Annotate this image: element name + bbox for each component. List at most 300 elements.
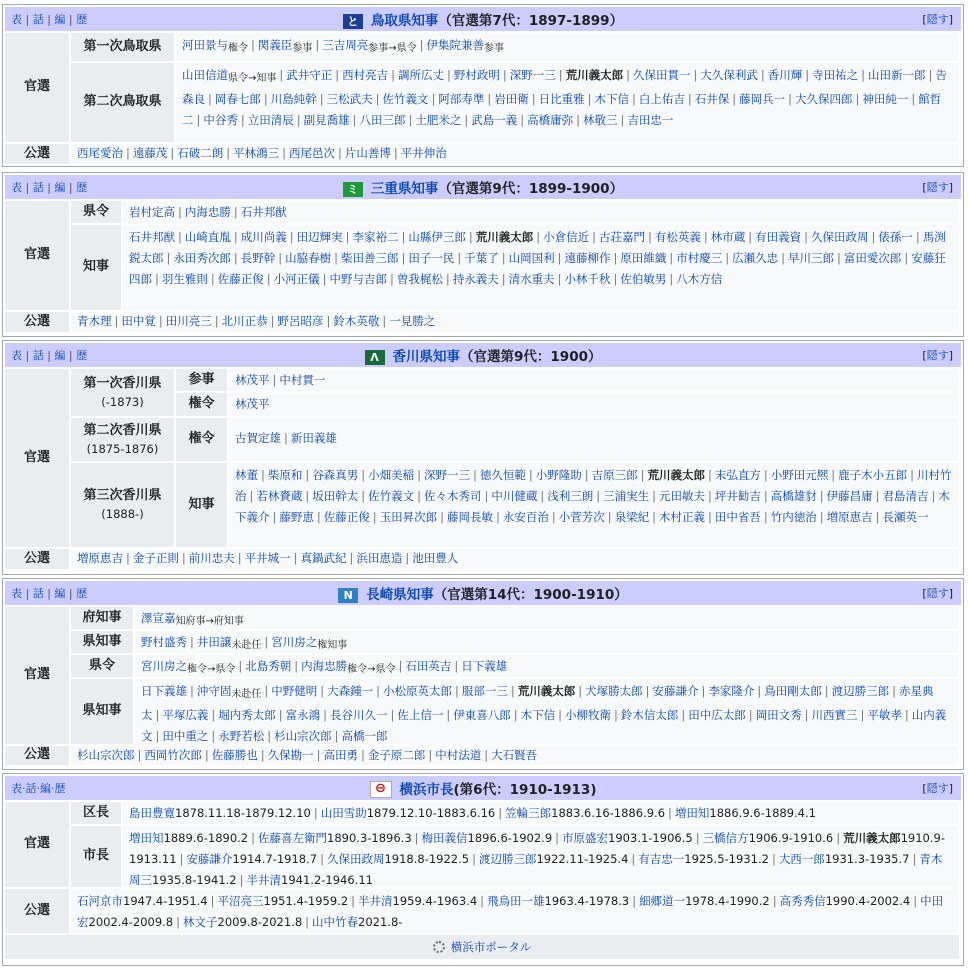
person-link[interactable]: 中野健明 xyxy=(271,684,318,698)
person-link[interactable]: 副見喬雄 xyxy=(303,113,350,127)
person-link[interactable]: 佐上信一 xyxy=(397,708,444,722)
person-link[interactable]: 吉原三郎 xyxy=(591,468,638,482)
navbox-nagasaki-governor xyxy=(2,578,964,770)
talk-link[interactable]: 話 xyxy=(32,13,44,26)
list-separator: | xyxy=(640,468,645,482)
person-link[interactable]: 山縣伊三郎 xyxy=(408,230,466,244)
person-link[interactable]: 青木理 xyxy=(77,314,112,328)
person-link[interactable]: 小倉信近 xyxy=(543,230,590,244)
person-link[interactable]: 調所広丈 xyxy=(398,68,445,82)
person-link[interactable]: 中村貫一 xyxy=(279,373,326,387)
person-link[interactable]: 山田雪助 xyxy=(320,806,367,820)
person-link[interactable]: 阿部寿準 xyxy=(438,92,485,106)
list-separator: | xyxy=(226,146,231,160)
person-link[interactable]: 小畑美稲 xyxy=(368,468,415,482)
person-link[interactable]: 中川健蔵 xyxy=(491,489,538,503)
person-link[interactable]: 金子正則 xyxy=(132,551,179,565)
person-link[interactable]: 中野与吉郎 xyxy=(329,272,387,286)
person-link[interactable]: 小野隆助 xyxy=(535,468,582,482)
person-link[interactable]: 市村慶三 xyxy=(676,251,723,265)
person-link[interactable]: 有吉忠一 xyxy=(638,852,685,866)
person-link[interactable]: 富永鴻 xyxy=(285,708,321,722)
person-link[interactable]: 林敬三 xyxy=(583,113,618,127)
person-link[interactable]: 中田宏 xyxy=(77,894,944,929)
person-link[interactable]: 一見勝之 xyxy=(389,314,436,328)
person-link[interactable]: 広瀬久忠 xyxy=(732,251,779,265)
person-link[interactable]: 有田義資 xyxy=(755,230,802,244)
person-link[interactable]: 堀内秀太郎 xyxy=(218,708,276,722)
person-link[interactable]: 片山善博 xyxy=(344,146,391,160)
history-link[interactable]: 歴 xyxy=(76,181,88,194)
talk-link[interactable]: 話 xyxy=(32,181,44,194)
person-link[interactable]: 藤岡長敏 xyxy=(447,510,493,524)
person-link[interactable]: 吉田忠一 xyxy=(627,113,674,127)
person-link[interactable]: 高橋庸弥 xyxy=(527,113,574,127)
person-link[interactable]: 関義臣 xyxy=(257,38,293,52)
person-link[interactable]: 平沼亮三 xyxy=(217,894,264,908)
person-link[interactable]: 曽我梶松 xyxy=(396,272,443,286)
person-link[interactable]: 大森鍾一 xyxy=(327,684,374,698)
person-link[interactable]: 高秀秀信 xyxy=(779,894,826,908)
person-link[interactable]: 石井邦猷 xyxy=(240,205,287,219)
person-link[interactable]: 鹿子木小五郎 xyxy=(838,468,908,482)
hide-toggle[interactable]: [隠す] xyxy=(922,181,953,194)
person-link[interactable]: 八木方信 xyxy=(676,272,723,286)
person-link[interactable]: 西村亮吉 xyxy=(342,68,389,82)
person-link[interactable]: 増原恵吉 xyxy=(826,510,873,524)
person-link[interactable]: 金子原二郎 xyxy=(367,748,426,762)
person-link[interactable]: 久保田政周 xyxy=(326,852,385,866)
title-link[interactable]: 鳥取県知事 xyxy=(370,13,439,29)
person-link[interactable]: 赤星典太 xyxy=(141,684,934,722)
person-link[interactable]: 渡辺勝三郎 xyxy=(831,684,890,698)
person-link[interactable]: 平井伸治 xyxy=(400,146,447,160)
person-link[interactable]: 坪井勧吉 xyxy=(714,489,761,503)
person-link[interactable]: 泉梁紀 xyxy=(614,510,650,524)
list-separator: | xyxy=(233,230,238,244)
person-link[interactable]: 深野一三 xyxy=(509,68,556,82)
person-link[interactable]: 青木周三 xyxy=(129,852,943,887)
person-link[interactable]: 林董 xyxy=(235,468,258,482)
portal-link-row[interactable] xyxy=(5,935,959,959)
navbox-title-bar xyxy=(5,7,961,31)
person-link[interactable]: 川西實三 xyxy=(811,708,858,722)
list-separator: | xyxy=(496,510,500,524)
person-link[interactable]: 佐伯敏男 xyxy=(620,272,667,286)
person-link[interactable]: 遠藤茂 xyxy=(132,146,168,160)
person-link[interactable]: 館哲二 xyxy=(182,92,942,127)
role-note: 参事 xyxy=(484,43,505,54)
person-link[interactable]: 田辺輝実 xyxy=(296,230,343,244)
edit-link[interactable]: 編 xyxy=(54,587,66,600)
person-link[interactable]: 深野一三 xyxy=(424,468,470,482)
person-link[interactable]: 柴田善三郎 xyxy=(341,251,399,265)
person-link[interactable]: 田中覚 xyxy=(121,314,156,328)
person-link[interactable]: 藤野恵 xyxy=(279,510,314,524)
person-link[interactable]: 俵孫一 xyxy=(878,230,913,244)
person-link[interactable]: 大久保利武 xyxy=(700,68,758,82)
person-link[interactable]: 古賀定雄 xyxy=(235,431,281,445)
hide-label[interactable]: 隠す xyxy=(926,349,949,362)
person-link[interactable]: 安藤謙介 xyxy=(186,852,233,866)
term-dates: 1935.8-1941.2 xyxy=(152,873,237,887)
person-link[interactable]: 柴原和 xyxy=(267,468,303,482)
person-link[interactable]: 鳥田剛太郎 xyxy=(764,684,822,698)
edit-link[interactable]: 編 xyxy=(40,782,51,795)
person-link[interactable]: 石井邦猷 xyxy=(129,230,175,244)
person-link[interactable]: 久保田政周 xyxy=(811,230,869,244)
person-link[interactable]: 羽生雅則 xyxy=(161,272,208,286)
person-link[interactable]: 大西一郎 xyxy=(778,852,825,866)
person-link[interactable]: 李家隆介 xyxy=(708,684,755,698)
current-person: 荒川義太郎 xyxy=(517,684,576,698)
person-link[interactable]: 木下信 xyxy=(594,92,629,106)
person-link[interactable]: 池田豊人 xyxy=(412,551,459,565)
person-link[interactable]: 伊藤昌庸 xyxy=(826,489,873,503)
person-link[interactable]: 高橋一郎 xyxy=(341,729,388,743)
talk-link[interactable]: 話 xyxy=(32,587,44,600)
person-link[interactable]: 日下義雄 xyxy=(461,659,508,673)
hide-toggle[interactable]: [隠す] xyxy=(922,587,953,600)
person-link[interactable]: 木村正義 xyxy=(659,510,705,524)
person-link[interactable]: 立田清辰 xyxy=(247,113,294,127)
person-link[interactable]: 三吉周亮 xyxy=(322,38,369,52)
person-link[interactable]: 増原恵吉 xyxy=(77,551,123,565)
person-link[interactable]: 武井守正 xyxy=(286,68,333,82)
person-link[interactable]: 香川輝 xyxy=(767,68,803,82)
person-link[interactable]: 永野若松 xyxy=(218,729,265,743)
person-link[interactable]: 山脇春樹 xyxy=(285,251,332,265)
portal-link[interactable]: 横浜市ポータル xyxy=(450,940,532,954)
person-link[interactable]: 藤岡兵一 xyxy=(739,92,786,106)
person-link[interactable]: 古荘嘉門 xyxy=(599,230,645,244)
person-link[interactable]: 徳久恒範 xyxy=(479,468,526,482)
person-link[interactable]: 末弘直方 xyxy=(714,468,761,482)
list-separator: | xyxy=(431,92,436,106)
view-link[interactable]: 表 xyxy=(11,181,22,194)
list-separator: | xyxy=(170,146,175,160)
person-link[interactable]: 伊東喜八郎 xyxy=(453,708,511,722)
person-link[interactable]: 遠藤柳作 xyxy=(564,251,611,265)
person-link[interactable]: 岩村定高 xyxy=(129,205,175,219)
person-link[interactable]: 田子一民 xyxy=(408,251,455,265)
person-link[interactable]: 小河正儀 xyxy=(273,272,320,286)
hide-toggle[interactable]: [隠す] xyxy=(922,349,953,362)
person-link[interactable]: 三橋信方 xyxy=(702,831,749,845)
person-link[interactable]: 田中広太郎 xyxy=(688,708,746,722)
person-link[interactable]: 田中省吾 xyxy=(714,510,761,524)
person-link[interactable]: 野村政明 xyxy=(453,68,500,82)
hide-toggle[interactable]: [隠す] xyxy=(922,13,953,26)
person-link[interactable]: 神田純一 xyxy=(862,92,909,106)
person-link[interactable]: 笠輪三郎 xyxy=(505,806,552,820)
person-link[interactable]: 安藤狂四郎 xyxy=(129,251,946,286)
view-link[interactable]: 表 xyxy=(11,587,22,600)
person-link[interactable]: 大久保四郎 xyxy=(795,92,853,106)
person-link[interactable]: 西岡竹次郎 xyxy=(144,748,202,762)
group-third-kagawa xyxy=(71,463,174,547)
person-link[interactable]: 石河京市 xyxy=(77,894,123,908)
person-link[interactable]: 沖守固 xyxy=(196,684,232,698)
person-link[interactable]: 告森良 xyxy=(182,68,947,106)
person-link[interactable]: 伊集院兼善 xyxy=(426,38,485,52)
list-gonrei-2 xyxy=(229,418,959,461)
list-separator: | xyxy=(238,659,243,673)
person-link[interactable]: 山崎直胤 xyxy=(184,230,231,244)
person-link[interactable]: 川村竹治 xyxy=(235,468,952,503)
person-link[interactable]: 杉山宗次郎 xyxy=(274,729,332,743)
person-link[interactable]: 渡辺勝三郎 xyxy=(478,852,537,866)
list-first-tottori xyxy=(176,33,959,61)
person-link[interactable]: 中村法道 xyxy=(435,748,482,762)
person-link[interactable]: 川島純幹 xyxy=(270,92,317,106)
edit-link[interactable]: 編 xyxy=(54,13,66,26)
current-person: 荒川義太郎 xyxy=(843,831,901,845)
person-link[interactable]: 佐々木秀司 xyxy=(424,489,482,503)
person-link[interactable]: 西尾邑次 xyxy=(289,146,335,160)
person-link[interactable]: 君島清吉 xyxy=(882,489,929,503)
person-link[interactable]: 小野田元熈 xyxy=(770,468,829,482)
person-link[interactable]: 若林賚蔵 xyxy=(256,489,303,503)
person-link[interactable]: 岡田文秀 xyxy=(755,708,802,722)
list-separator: | xyxy=(558,708,562,722)
person-link[interactable]: 三松武夫 xyxy=(326,92,373,106)
person-link[interactable]: 日比重雅 xyxy=(538,92,585,106)
list-kenchiji-1 xyxy=(135,631,959,653)
person-link[interactable]: 浜田恵造 xyxy=(356,551,403,565)
person-link[interactable]: 小柳牧衛 xyxy=(565,708,611,722)
person-link[interactable]: 飛鳥田一雄 xyxy=(487,894,545,908)
list-separator: | xyxy=(315,38,320,52)
list-separator: | xyxy=(578,684,583,698)
title-link[interactable]: 香川県知事 xyxy=(392,349,461,365)
role-note: 権令→県令 xyxy=(347,664,396,675)
list-separator: | xyxy=(473,468,477,482)
person-link[interactable]: 八田三郎 xyxy=(359,113,406,127)
person-link[interactable]: 服部一三 xyxy=(461,684,508,698)
person-link[interactable]: 馬渕鋭太郎 xyxy=(129,230,946,265)
person-link[interactable]: 梅田義信 xyxy=(421,831,468,845)
person-link[interactable]: 林茂平 xyxy=(235,397,270,411)
group-kousen: 公選 xyxy=(5,144,69,164)
person-link[interactable]: 永安百治 xyxy=(502,510,549,524)
person-link[interactable]: 石破二朗 xyxy=(177,146,224,160)
person-link[interactable]: 前川忠夫 xyxy=(188,551,235,565)
list-separator: | xyxy=(319,92,324,106)
person-link[interactable]: 佐藤喜左衛門 xyxy=(258,831,328,845)
person-link[interactable]: 元田敏夫 xyxy=(659,489,705,503)
person-link[interactable]: 土肥米之 xyxy=(415,113,462,127)
person-link[interactable]: 細郷道一 xyxy=(639,894,686,908)
list-separator: | xyxy=(652,510,656,524)
group-label: 第一次香川県 xyxy=(83,375,162,391)
person-link[interactable]: 北川正恭 xyxy=(221,314,268,328)
view-link[interactable]: 表 xyxy=(11,782,22,795)
person-link[interactable]: 白上佑吉 xyxy=(638,92,685,106)
person-link[interactable]: 大石賢吾 xyxy=(491,748,538,762)
person-link[interactable]: 富田愛次郎 xyxy=(843,251,902,265)
person-link[interactable]: 平塚広義 xyxy=(162,708,209,722)
person-link[interactable]: 河田景与 xyxy=(182,38,228,52)
person-link[interactable]: 岩田衛 xyxy=(494,92,529,106)
list-separator: | xyxy=(214,314,219,328)
person-link[interactable]: 林文子 xyxy=(183,915,218,929)
person-link[interactable]: 長野幹 xyxy=(240,251,276,265)
navbox-title-bar xyxy=(5,776,961,800)
person-link[interactable]: 山田新一郎 xyxy=(868,68,926,82)
person-link[interactable]: 平敏孝 xyxy=(867,708,902,722)
person-link[interactable]: 真鍋武紀 xyxy=(300,551,347,565)
person-link[interactable]: 長谷川久一 xyxy=(330,708,388,722)
list-separator: | xyxy=(551,510,556,524)
person-link[interactable]: 半井清 xyxy=(358,894,393,908)
person-link[interactable]: 内海忠勝 xyxy=(184,205,231,219)
person-link[interactable]: 山岡国利 xyxy=(508,251,555,265)
person-link[interactable]: 李家裕二 xyxy=(352,230,399,244)
person-link[interactable]: 林市蔵 xyxy=(710,230,746,244)
group-kenchiji-1: 県知事 xyxy=(71,631,133,653)
list-separator: | xyxy=(557,251,562,265)
person-link[interactable]: 佐竹義文 xyxy=(382,92,429,106)
title-link[interactable]: 三重県知事 xyxy=(370,181,439,197)
person-link[interactable]: 鈴木英敬 xyxy=(333,314,380,328)
person-link[interactable]: 玉田昇次郎 xyxy=(379,510,438,524)
list-separator: | xyxy=(316,748,321,762)
person-link[interactable]: 原田維織 xyxy=(620,251,667,265)
person-link[interactable]: 新田義雄 xyxy=(290,431,337,445)
person-link[interactable]: 安藤謙介 xyxy=(652,684,699,698)
list-separator: | xyxy=(393,146,398,160)
list-separator: | xyxy=(446,708,451,722)
person-link[interactable]: 山田信道 xyxy=(182,68,228,82)
history-link[interactable]: 歴 xyxy=(76,349,88,362)
person-link[interactable]: 小菅芳次 xyxy=(558,510,605,524)
person-link[interactable]: 佐藤正俊 xyxy=(217,272,264,286)
person-link[interactable]: 千葉了 xyxy=(464,251,499,265)
person-link[interactable]: 浅利三朗 xyxy=(547,489,594,503)
hide-label[interactable]: 隠す xyxy=(926,13,949,26)
person-link[interactable]: 増田知 xyxy=(674,806,710,820)
list-separator: | xyxy=(390,708,395,722)
person-link[interactable]: 久保田貫一 xyxy=(633,68,691,82)
person-link[interactable]: 澤宣嘉 xyxy=(141,611,176,625)
person-link[interactable]: 石井保 xyxy=(694,92,730,106)
history-link[interactable]: 歴 xyxy=(54,782,66,795)
person-link[interactable]: 佐藤正俊 xyxy=(323,510,370,524)
person-link[interactable]: 岡春七郎 xyxy=(214,92,261,106)
person-link[interactable]: 木下信 xyxy=(520,708,556,722)
person-link[interactable]: 早川三郎 xyxy=(788,251,834,265)
edit-link[interactable]: 編 xyxy=(54,181,66,194)
list-separator: | xyxy=(349,551,354,565)
person-link[interactable]: 清水重夫 xyxy=(508,272,555,286)
navbox-title xyxy=(370,778,597,799)
list-separator: | xyxy=(558,68,563,82)
person-link[interactable]: 西尾愛治 xyxy=(77,146,123,160)
person-link[interactable]: 竹内徳治 xyxy=(770,510,817,524)
person-link[interactable]: 犬塚勝太郎 xyxy=(585,684,643,698)
person-link[interactable]: 山中竹春 xyxy=(312,915,359,929)
person-link[interactable]: 石田英吉 xyxy=(405,659,452,673)
navbox-tottori-governor xyxy=(2,4,964,167)
view-link[interactable]: 表 xyxy=(11,349,22,362)
person-link[interactable]: 田中重之 xyxy=(162,729,209,743)
person-link[interactable]: 杉山宗次郎 xyxy=(77,748,135,762)
person-link[interactable]: 有松英義 xyxy=(654,230,701,244)
person-link[interactable]: 持永義夫 xyxy=(452,272,499,286)
hide-label[interactable]: 隠す xyxy=(926,782,949,795)
person-link[interactable]: 平井城一 xyxy=(244,551,291,565)
person-link[interactable]: 三浦実生 xyxy=(603,489,650,503)
hide-label[interactable]: 隠す xyxy=(926,587,949,600)
list-separator: | xyxy=(695,831,700,845)
talk-link[interactable]: 話 xyxy=(32,349,44,362)
person-link[interactable]: 武島一義 xyxy=(471,113,518,127)
history-link[interactable]: 歴 xyxy=(76,587,88,600)
person-link[interactable]: 宮川房之 xyxy=(271,635,318,649)
person-link[interactable]: 山内義文 xyxy=(141,708,947,743)
history-link[interactable]: 歴 xyxy=(76,13,88,26)
view-link[interactable]: 表 xyxy=(11,13,22,26)
talk-link[interactable]: 話 xyxy=(25,782,37,795)
hide-toggle[interactable]: [隠す] xyxy=(922,782,953,795)
person-link[interactable]: 永田秀次郎 xyxy=(173,251,231,265)
person-link[interactable]: 林茂平 xyxy=(235,373,270,387)
person-link[interactable]: 小林千秋 xyxy=(564,272,611,286)
person-link[interactable]: 日下義雄 xyxy=(141,684,187,698)
person-link[interactable]: 田川亮三 xyxy=(165,314,212,328)
list-separator: | xyxy=(335,68,340,82)
group-kansen: 官選 xyxy=(5,33,69,142)
person-link[interactable]: 高橋雄豺 xyxy=(770,489,817,503)
list-separator: | xyxy=(166,251,171,265)
person-link[interactable]: 寺田祐之 xyxy=(812,68,859,82)
list-separator: | xyxy=(293,551,298,565)
person-link[interactable]: 島田豊寛 xyxy=(129,806,175,820)
title-link[interactable]: 長崎県知事 xyxy=(366,587,434,603)
person-link[interactable]: 佐竹義文 xyxy=(368,489,415,503)
person-link[interactable]: 平林鴻三 xyxy=(233,146,280,160)
person-link[interactable]: 高田勇 xyxy=(323,748,358,762)
list-separator: | xyxy=(313,806,318,820)
person-link[interactable]: 中谷秀 xyxy=(203,113,238,127)
person-link[interactable]: 鈴木信太郎 xyxy=(620,708,679,722)
hide-label[interactable]: 隠す xyxy=(926,181,949,194)
person-link[interactable]: 内海忠勝 xyxy=(301,659,348,673)
person-link[interactable]: 半井清 xyxy=(246,873,282,887)
person-link[interactable]: 谷森真男 xyxy=(312,468,359,482)
person-link[interactable]: 増田知 xyxy=(129,831,164,845)
list-separator: | xyxy=(596,489,601,503)
edit-link[interactable]: 編 xyxy=(54,349,66,362)
person-link[interactable]: 佐藤勝也 xyxy=(211,748,258,762)
person-link[interactable]: 久保勘一 xyxy=(267,748,314,762)
person-link[interactable]: 野呂昭彦 xyxy=(277,314,324,328)
person-link[interactable]: 木下義介 xyxy=(235,489,950,524)
person-link[interactable]: 宮川房之 xyxy=(141,659,187,673)
person-link[interactable]: 野村盛秀 xyxy=(141,635,187,649)
title-link[interactable]: 横浜市長 xyxy=(399,781,454,798)
person-link[interactable]: 小松原英太郎 xyxy=(383,684,452,698)
list-separator: | xyxy=(757,684,762,698)
person-link[interactable]: 成川尚義 xyxy=(240,230,287,244)
list-separator: | xyxy=(910,468,914,482)
person-link[interactable]: 北島秀朝 xyxy=(245,659,292,673)
person-link[interactable]: 坂田幹太 xyxy=(312,489,359,503)
person-link[interactable]: 市原盛宏 xyxy=(562,831,609,845)
person-link[interactable]: 長瀬英一 xyxy=(882,510,929,524)
person-link[interactable]: 井田譲 xyxy=(196,635,232,649)
